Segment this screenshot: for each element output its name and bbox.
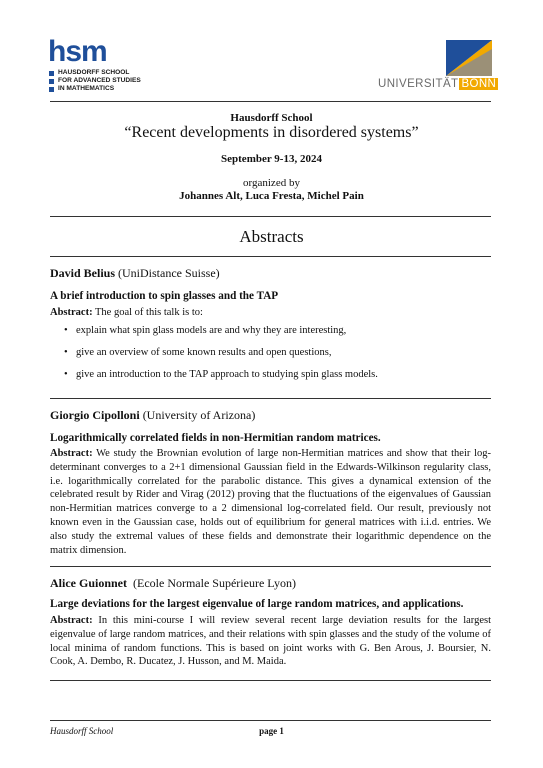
talk-separator bbox=[50, 398, 491, 399]
organized-by-label: organized by bbox=[243, 177, 300, 189]
hsm-logo bbox=[48, 35, 168, 98]
talk-abstract: Abstract: The goal of this talk is to: bbox=[50, 307, 203, 318]
talk-title: Large deviations for the largest eigenvalue of large random matrices, and applications. bbox=[50, 598, 464, 610]
uni-bonn-logo bbox=[376, 40, 497, 96]
uni-bonn-wordmark: UNIVERSITÄT BONN bbox=[378, 78, 497, 90]
event-dates: September 9-13, 2024 bbox=[221, 153, 322, 165]
list-item: • give an introduction to the TAP approach to studying spin glass models. bbox=[64, 368, 378, 390]
organizers: Johannes Alt, Luca Fresta, Michel Pain bbox=[179, 190, 364, 202]
rule-below-heading bbox=[50, 256, 491, 257]
list-item: • explain what spin glass models are and why they are interesting, bbox=[64, 324, 378, 346]
event-title: “Recent developments in disordered systems” bbox=[124, 124, 419, 141]
rule-above-heading bbox=[50, 216, 491, 217]
hsm-logo-line-2: FOR ADVANCED STUDIES bbox=[58, 77, 141, 85]
school-name: Hausdorff School bbox=[230, 112, 313, 124]
talk-title: Logarithmically correlated fields in non-Hermitian random matrices. bbox=[50, 432, 381, 444]
talk-speaker: David Belius (UniDistance Suisse) bbox=[50, 266, 220, 280]
talk-speaker: Alice Guionnet (Ecole Normale Supérieure Lyon) bbox=[50, 576, 296, 590]
talk-abstract: Abstract: In this mini-course I will review several recent large deviation results for the largest eigenvalue of large random matrices, and their relations with spin glasses and the study of the volume of local minima of random functions. This is based on joint works with G. Ben Arous, J. Boursier, N. Cook, A. Dembo, R. Ducatez, J. Husson, and M. Maida. bbox=[50, 615, 491, 668]
talk-speaker: Giorgio Cipolloni (University of Arizona) bbox=[50, 408, 256, 422]
talk-separator bbox=[50, 566, 491, 567]
footer-school: Hausdorff School bbox=[50, 726, 114, 736]
page-number: page 1 bbox=[259, 726, 284, 736]
uni-bonn-emblem-icon bbox=[446, 40, 492, 76]
hsm-logo-line-1: HAUSDORFF SCHOOL bbox=[58, 69, 129, 77]
list-item: • give an overview of some known results and open questions, bbox=[64, 346, 378, 368]
section-heading: Abstracts bbox=[239, 227, 304, 246]
hsm-logo-word: hsm bbox=[48, 35, 107, 68]
header-rule bbox=[50, 101, 491, 102]
bullet-list bbox=[64, 324, 378, 390]
talk-title: A brief introduction to spin glasses and the TAP bbox=[50, 290, 279, 302]
talk-separator bbox=[50, 680, 491, 681]
footer-rule bbox=[50, 720, 491, 721]
hsm-logo-line-3: IN MATHEMATICS bbox=[58, 85, 114, 93]
talk-abstract: Abstract: We study the Brownian evolution of large non-Hermitian matrices and show that their log-determinant converges to a 2+1 dimensional Gaussian field in the Edwards-Wilkinson regularity class, i.e. logarithmically correlated for the parabolic distance. This gives a dynamical extension of the celebrated result by Rider and Virag (2012) proving that the fluctuations of the eigenvalues of Gaussian non-Hermitian matrices converge to a 2 dimensional log-correlated field. Our result, previously not known even in the Gaussian case, holds out of equilibrium for general matrices with i.i.d. entries. We also study the extremal values of these fields and demonstrate their logarithmic dependence on the matrix dimension. bbox=[50, 448, 491, 556]
